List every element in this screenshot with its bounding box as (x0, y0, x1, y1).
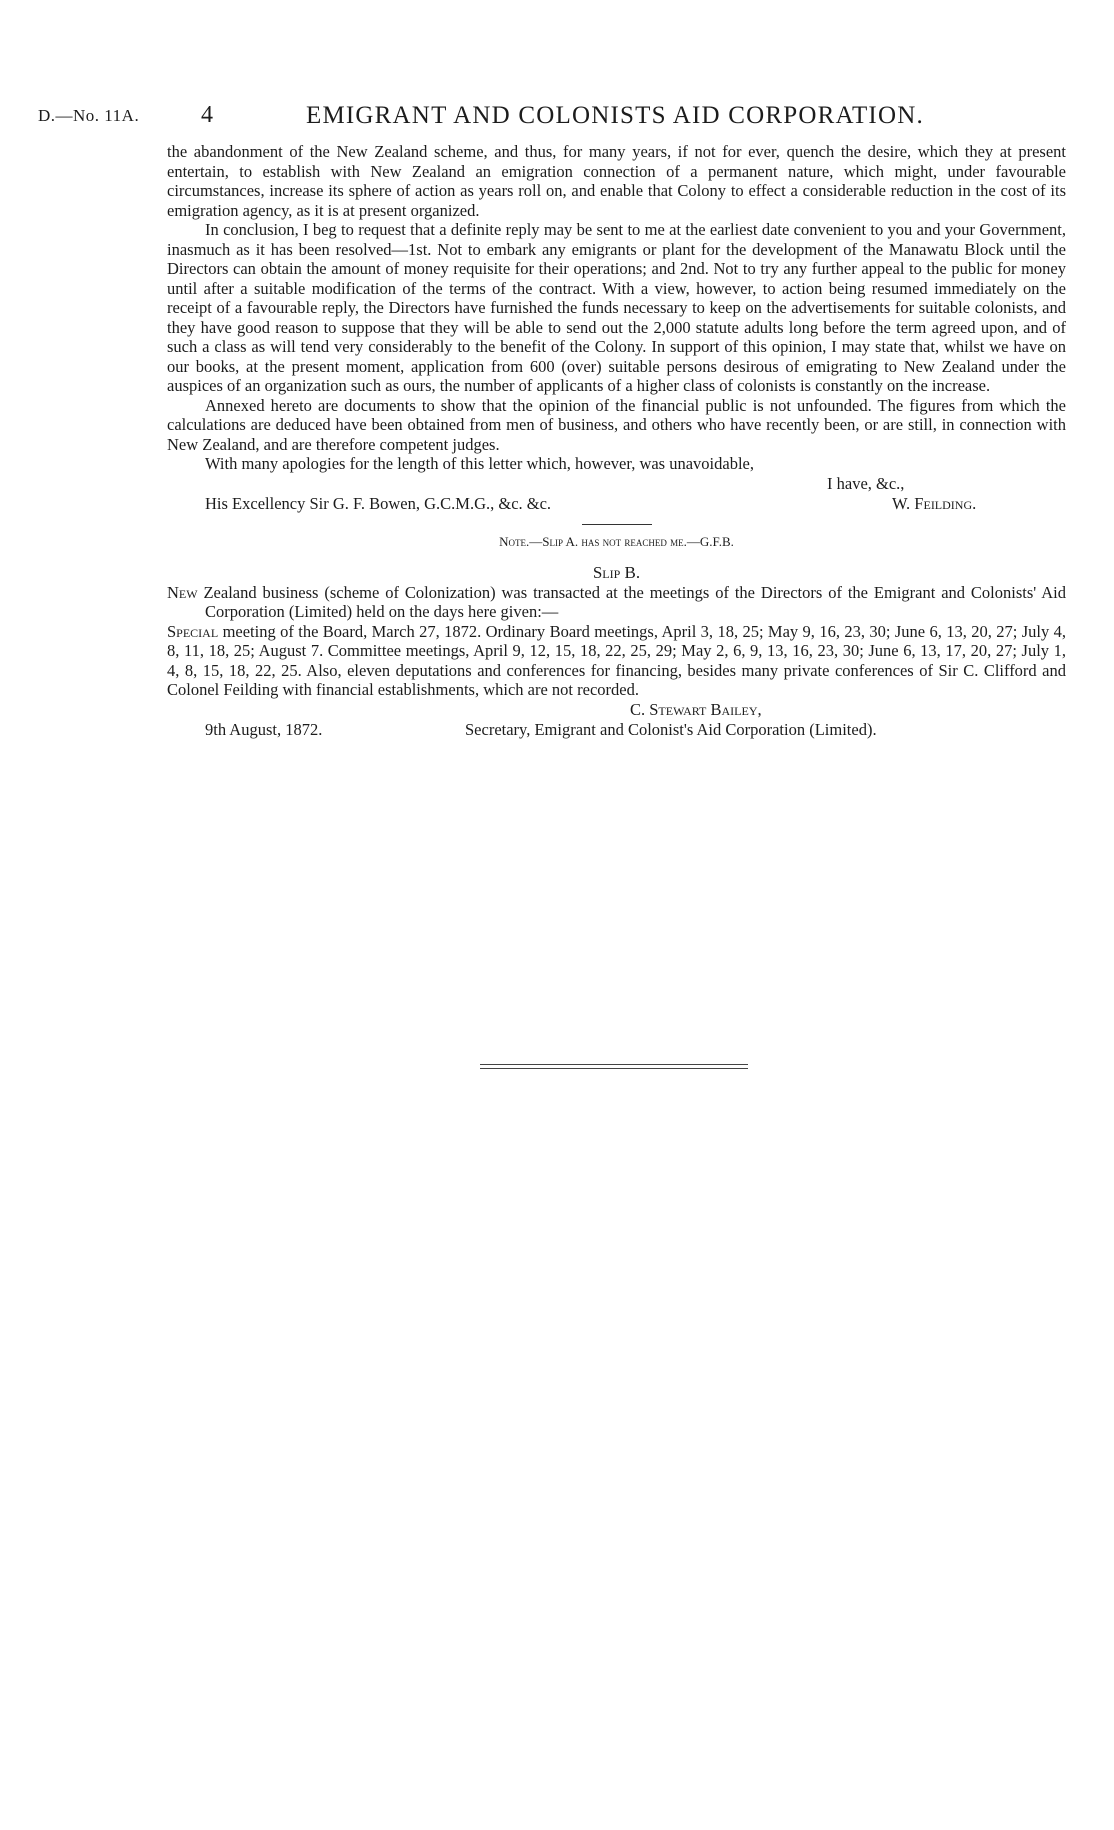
document-reference: D.—No. 11A. (38, 106, 140, 125)
letter-closing: I have, &c., (827, 473, 905, 493)
slip-heading: Slip B. (592, 562, 641, 582)
letter-paragraph-4: With many apologies for the length of this letter which, however, was unavoidable, (205, 454, 754, 473)
addressee-row (167, 494, 1066, 514)
editor-note: Note.—Slip A. has not reached me.—G.F.B. (499, 533, 734, 549)
letter-paragraph-2: In conclusion, I beg to request that a definite reply may be sent to me at the earliest date convenient to you and your Government, inasmuch as it has been resolved—1st. Not to embark any emigrants or plant for the development of the Manawatu Block until the Directors can obtain the amount of money requisite for their operations; and 2nd. Not to try any further appeal to the public for money until after a suitable modification of the terms of the contract. With a view, however, to action being resumed immediately on the receipt of a favourable reply, the Directors have furnished the funds necessary to keep on the advertisements for suitable colonists, and they have good reason to suppose that they will be able to send out the 2,000 statute adults long before the term agreed upon, and of such a class as will tend very considerably to the benefit of the Colony. In support of this opinion, I may state that, whilst we have on our books, at the present moment, application from 600 (over) suitable persons desirous of emigrating to New Zealand under the auspices of an organization such as ours, the number of applicants of a higher class of colonists is constantly on the increase. (167, 220, 1066, 395)
page-number: 4 (201, 102, 213, 128)
letter-addressee: His Excellency Sir G. F. Bowen, G.C.M.G., &c. &c. (205, 493, 552, 513)
slip-date: 9th August, 1872. (205, 719, 323, 739)
letter-signature: W. Feilding. (892, 493, 977, 513)
slip-meetings-text: meeting of the Board, March 27, 1872. Ordinary Board meetings, April 3, 18, 25; May 9, 16, 23, 30; June 6, 13, 20, 27; July 4, 8, 11, 18, 25; August 7. Committee meetings, April 9, 12, 15, 18, 22, 25, 29; May 2, 6, 9, 13, 16, 23, 30; June 6, 13, 17, 20, 27; July 1, 4, 8, 15, 18, 22, 25. Also, eleven deputations and conferences for financing, besides many private conferences of Sir C. Clifford and Colonel Feilding with financial establishments, which are not recorded. (167, 621, 1066, 699)
page-header (38, 104, 1078, 134)
slip-meetings-lead: Special (167, 621, 219, 641)
slip-meetings (167, 622, 1066, 700)
letter-paragraph-3: Annexed hereto are documents to show that the opinion of the financial public is not unfounded. The figures from which the calculations are deduced have been obtained from men of business, and others who have recently been, or are still, in connection with New Zealand, and are therefore competent judges. (167, 395, 1066, 454)
slip-intro-text: Zealand business (scheme of Colonization) was transacted at the meetings of the Directors of the Emigrant and Colonists' Aid Corporation (Limited) held on the days here given:— (197, 582, 1066, 621)
section-rule (582, 524, 652, 525)
slip-signatory: C. Stewart Bailey, (630, 699, 762, 719)
slip-date-row (167, 720, 1066, 740)
slip-signatory-row (167, 700, 1066, 720)
slip-intro-lead: New (167, 582, 198, 602)
letter-paragraph-1: the abandonment of the New Zealand scheme, and thus, for many years, if not for ever, quench the desire, which they at present entertain, to establish with New Zealand an emigration connection of a permanent nature, which might, under favourable circumstances, increase its sphere of action as years roll on, and enable that Colony to effect a considerable reduction in the cost of its emigration agency, as it is at present organized. (167, 142, 1066, 220)
document-body (167, 142, 1066, 740)
slip-intro (167, 583, 1066, 622)
slip-signatory-title: Secretary, Emigrant and Colonist's Aid Corporation (Limited). (465, 719, 877, 739)
closing-row (167, 474, 1066, 494)
end-rule (480, 1064, 748, 1072)
page-title: EMIGRANT AND COLONISTS AID CORPORATION. (306, 102, 924, 129)
